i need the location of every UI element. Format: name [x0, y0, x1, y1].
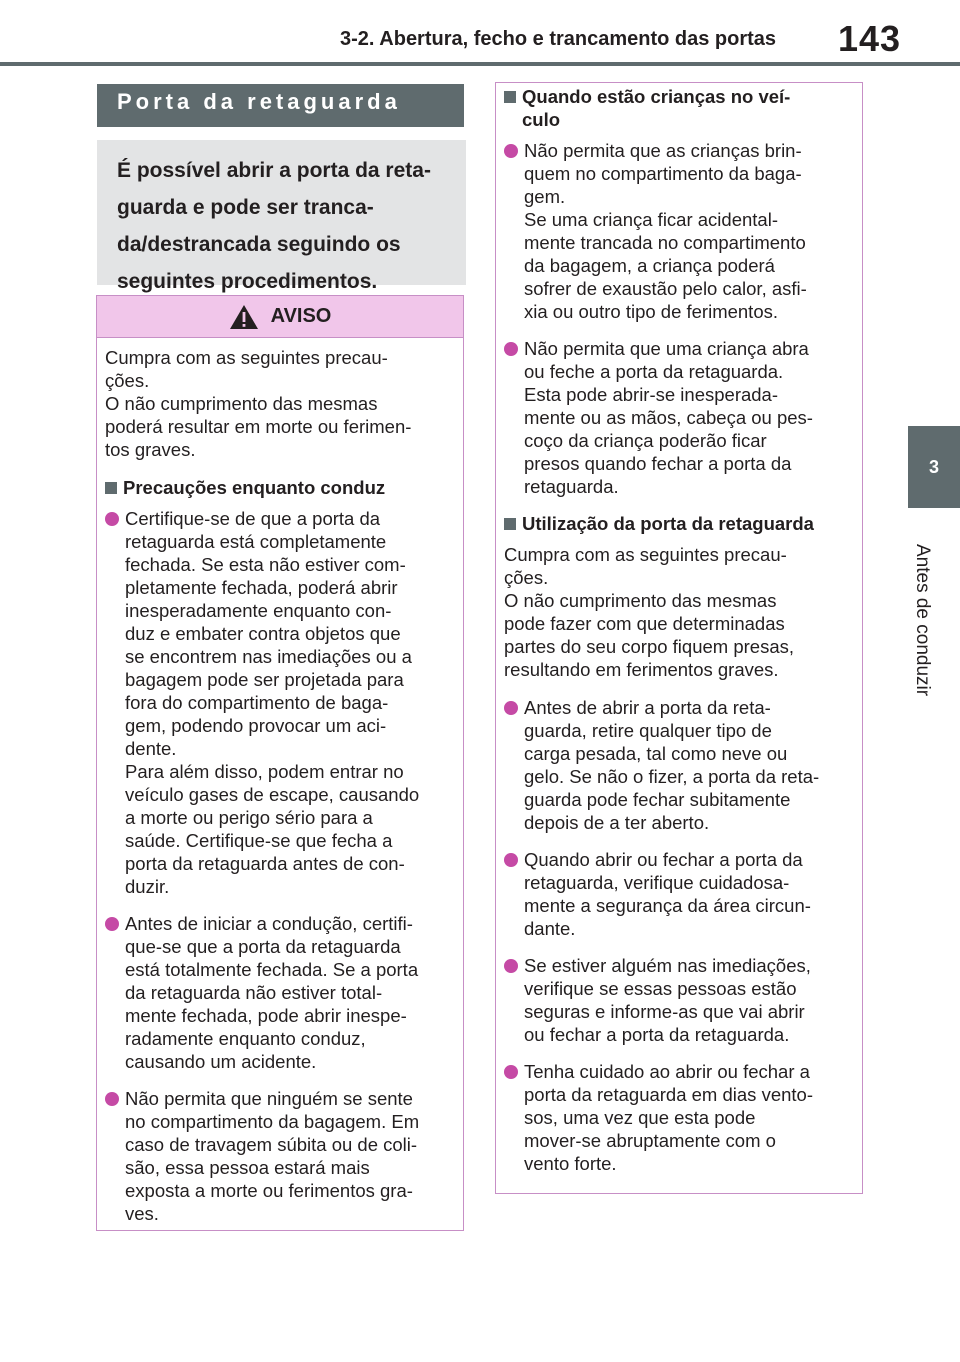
- text-line: mente fechada, pode abrir inespe-: [125, 1005, 407, 1026]
- text-line: sofrer de exaustão pelo calor, asfi-: [524, 278, 807, 299]
- text-line: fora do compartimento de baga-: [125, 692, 389, 713]
- section-title: Porta da retaguarda: [97, 84, 464, 127]
- text-line: guarda, retire qualquer tipo de: [524, 720, 772, 741]
- text-line: são, essa pessoa estará mais: [125, 1157, 370, 1178]
- subsection-heading: [504, 512, 856, 535]
- warning-header: [97, 296, 463, 338]
- bullet-item: [504, 848, 856, 940]
- bullet-item: [504, 1060, 856, 1175]
- warning-body: [97, 338, 463, 1225]
- text-line: dente.: [125, 738, 177, 759]
- text-line: dante.: [524, 918, 576, 939]
- text-line: fechada. Se esta não estiver com-: [125, 554, 406, 575]
- page-number: 143: [838, 18, 902, 59]
- intro-line: da/destrancada seguindo os: [117, 233, 401, 256]
- square-bullet-icon: [105, 482, 117, 494]
- text-line: da retaguarda não estiver total-: [125, 982, 383, 1003]
- text-line: verifique se essas pessoas estão: [524, 978, 797, 999]
- text-line: Quando abrir ou fechar a porta da: [524, 849, 803, 870]
- text-line: da bagagem, a criança poderá: [524, 255, 775, 276]
- text-line: ou fechar a porta da retaguarda.: [524, 1024, 790, 1045]
- circle-bullet-icon: [504, 144, 518, 158]
- circle-bullet-icon: [105, 917, 119, 931]
- text-line: Se uma criança ficar acidental-: [524, 209, 778, 230]
- text-line: gelo. Se não o fizer, a porta da reta-: [524, 766, 820, 787]
- chapter-label: Antes de conduzir: [912, 543, 933, 697]
- section-intro: [97, 140, 466, 293]
- text-line: Não permita que uma criança abra: [524, 338, 809, 359]
- text-line: partes do seu corpo fiquem presas,: [504, 636, 794, 657]
- header-rule: [0, 62, 960, 66]
- text-line: Certifique-se de que a porta da: [125, 508, 381, 529]
- text-line: veículo gases de escape, causando: [125, 784, 420, 805]
- text-line: retaguarda.: [524, 476, 619, 497]
- text-line: retaguarda, verifique cuidadosa-: [524, 872, 790, 893]
- circle-bullet-icon: [105, 1092, 119, 1106]
- text-line: a morte ou perigo sério para a: [125, 807, 373, 828]
- text-line: gem, podendo provocar um aci-: [125, 715, 387, 736]
- warning-intro: [105, 346, 457, 461]
- text-line: O não cumprimento das mesmas: [105, 393, 378, 414]
- text-line: se encontrem nas imediações ou a: [125, 646, 412, 667]
- text-line: mente trancada no compartimento: [524, 232, 806, 253]
- text-line: Se estiver alguém nas imediações,: [524, 955, 811, 976]
- text-line: sos, uma vez que esta pode: [524, 1107, 756, 1128]
- text-line: que-se que a porta da retaguarda: [125, 936, 401, 957]
- square-bullet-icon: [504, 91, 516, 103]
- subsection-heading: [504, 85, 856, 131]
- circle-bullet-icon: [504, 701, 518, 715]
- subsection-heading: [105, 476, 457, 499]
- text-line: causando um acidente.: [125, 1051, 317, 1072]
- heading-text: Precauções enquanto conduz: [123, 477, 386, 498]
- text-line: mover-se abruptamente com o: [524, 1130, 776, 1151]
- text-line: resultando em ferimentos graves.: [504, 659, 779, 680]
- text-line: saúde. Certifique-se que fecha a: [125, 830, 393, 851]
- text-line: presos quando fechar a porta da: [524, 453, 792, 474]
- text-line: gem.: [524, 186, 566, 207]
- text-line: Antes de iniciar a condução, certifi-: [125, 913, 413, 934]
- text-line: bagagem pode ser projetada para: [125, 669, 404, 690]
- text-line: tos graves.: [105, 439, 196, 460]
- heading-text: Quando estão crianças no veí-: [522, 86, 791, 107]
- circle-bullet-icon: [504, 1065, 518, 1079]
- text-line: poderá resultar em morte ou ferimen-: [105, 416, 412, 437]
- text-line: mente ou as mãos, cabeça ou pes-: [524, 407, 813, 428]
- bullet-item: [105, 507, 457, 898]
- intro-line: seguintes procedimentos.: [117, 270, 378, 293]
- text-line: radamente enquanto conduz,: [125, 1028, 366, 1049]
- text-line: ou feche a porta da retaguarda.: [524, 361, 784, 382]
- text-line: está totalmente fechada. Se a porta: [125, 959, 419, 980]
- circle-bullet-icon: [504, 959, 518, 973]
- bullet-item: [504, 954, 856, 1046]
- bullet-item: [105, 1087, 457, 1225]
- circle-bullet-icon: [105, 512, 119, 526]
- heading-text: culo: [522, 109, 561, 130]
- text-line: Cumpra com as seguintes precau-: [105, 347, 388, 368]
- running-header: 3-2. Abertura, fecho e trancamento das portas: [340, 28, 777, 50]
- square-bullet-icon: [504, 518, 516, 530]
- text-line: no compartimento da bagagem. Em: [125, 1111, 420, 1132]
- warning-box: [96, 295, 464, 1231]
- bullet-item: [504, 337, 856, 498]
- text-line: caso de travagem súbita ou de coli-: [125, 1134, 418, 1155]
- text-line: Antes de abrir a porta da reta-: [524, 697, 771, 718]
- text-line: porta da retaguarda em dias vento-: [524, 1084, 813, 1105]
- bullet-item: [105, 912, 457, 1073]
- child-safety-box: [495, 82, 863, 1194]
- text-line: vento forte.: [524, 1153, 617, 1174]
- text-line: Tenha cuidado ao abrir ou fechar a: [524, 1061, 810, 1082]
- intro-line: É possível abrir a porta da reta-: [117, 159, 431, 182]
- text-line: Para além disso, podem entrar no: [125, 761, 404, 782]
- warning-label: AVISO: [270, 305, 332, 327]
- text-line: guarda pode fechar subitamente: [524, 789, 791, 810]
- text-line: xia ou outro tipo de ferimentos.: [524, 301, 779, 322]
- text-line: O não cumprimento das mesmas: [504, 590, 777, 611]
- heading-text: Utilização da porta da retaguarda: [522, 513, 814, 534]
- text-line: carga pesada, tal como neve ou: [524, 743, 788, 764]
- text-line: seguras e informe-as que vai abrir: [524, 1001, 805, 1022]
- chapter-tab: 3: [908, 426, 960, 508]
- text-line: ções.: [105, 370, 150, 391]
- precaution-intro: [504, 543, 856, 681]
- text-line: Esta pode abrir-se inesperada-: [524, 384, 779, 405]
- text-line: Cumpra com as seguintes precau-: [504, 544, 787, 565]
- circle-bullet-icon: [504, 853, 518, 867]
- text-line: depois de a ter aberto.: [524, 812, 710, 833]
- text-line: exposta a morte ou ferimentos gra-: [125, 1180, 413, 1201]
- text-line: duz e embater contra objetos que: [125, 623, 401, 644]
- text-line: pletamente fechada, poderá abrir: [125, 577, 398, 598]
- text-line: coço da criança poderão ficar: [524, 430, 767, 451]
- text-line: porta da retaguarda antes de con-: [125, 853, 405, 874]
- text-line: quem no compartimento da baga-: [524, 163, 802, 184]
- bullet-item: [504, 696, 856, 834]
- circle-bullet-icon: [504, 342, 518, 356]
- text-line: duzir.: [125, 876, 170, 897]
- warning-triangle-icon: [229, 304, 259, 330]
- text-line: inesperadamente enquanto con-: [125, 600, 392, 621]
- text-line: ções.: [504, 567, 549, 588]
- text-line: mente a segurança da área circun-: [524, 895, 811, 916]
- text-line: retaguarda está completamente: [125, 531, 387, 552]
- text-line: pode fazer com que determinadas: [504, 613, 785, 634]
- text-line: Não permita que ninguém se sente: [125, 1088, 413, 1109]
- bullet-item: [504, 139, 856, 323]
- text-line: Não permita que as crianças brin-: [524, 140, 802, 161]
- intro-line: guarda e pode ser tranca-: [117, 196, 374, 219]
- text-line: ves.: [125, 1203, 159, 1224]
